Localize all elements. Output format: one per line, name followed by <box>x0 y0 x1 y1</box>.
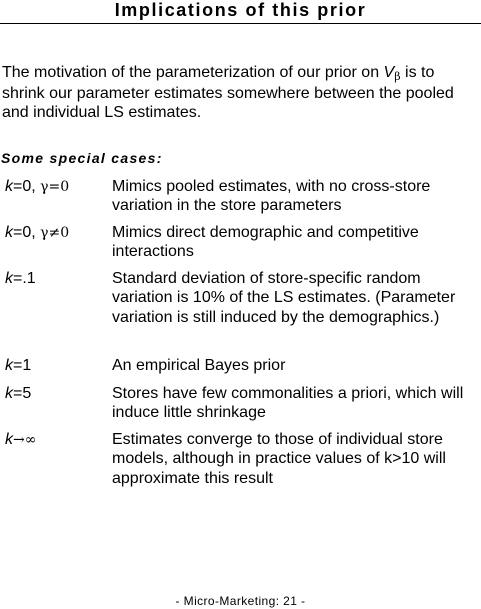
title-divider <box>0 23 481 24</box>
cases-heading: Some special cases: <box>1 150 163 166</box>
case-key-symbol: γ≠0 <box>40 225 70 241</box>
case-description: Mimics direct demographic and competitive interactions <box>112 224 419 261</box>
case-key <box>5 223 69 243</box>
intro-paragraph <box>2 63 480 123</box>
intro-text-end: is to shrink our parameter estimates somewhere between the pooled and individual LS estimates. <box>2 64 454 121</box>
case-key-symbol: →∞ <box>13 432 37 448</box>
slide-title: Implications of this prior <box>114 0 367 20</box>
case-key-var: k <box>5 224 13 241</box>
case-key <box>5 384 31 404</box>
case-key <box>5 356 31 376</box>
case-key <box>5 430 36 450</box>
case-key-var: k <box>5 385 13 402</box>
case-description: Estimates converge to those of individual store models, although in practice values of k>10 will approximate this result <box>112 431 446 487</box>
case-description: Stores have few commonalities a priori, which will induce little shrinkage <box>112 385 464 422</box>
case-key <box>5 269 36 289</box>
case-key-var: k <box>5 270 13 287</box>
case-key-var: k <box>5 357 13 374</box>
case-key-var: k <box>5 431 13 448</box>
case-key-symbol: γ=0 <box>40 179 70 195</box>
case-key-value: =5 <box>13 385 32 402</box>
case-description: Mimics pooled estimates, with no cross-store variation in the store parameters <box>112 178 431 215</box>
case-description: Standard deviation of store-specific random variation is 10% of the LS estimates. (Parameter variation is still induced by the demographics.) <box>112 270 456 326</box>
case-key-value: =0, <box>13 178 41 195</box>
v-beta-symbol: V <box>383 64 395 81</box>
beta-subscript: β <box>394 70 401 83</box>
case-key-value: =1 <box>13 357 32 374</box>
page-footer: - Micro-Marketing: 21 - <box>175 594 306 608</box>
case-key-var: k <box>5 178 13 195</box>
case-key <box>5 177 69 197</box>
intro-text-start: The motivation of the parameterization of our prior on <box>2 64 384 81</box>
case-key-value: =0, <box>13 224 41 241</box>
case-description: An empirical Bayes prior <box>112 357 286 374</box>
case-key-value: =.1 <box>13 270 36 287</box>
